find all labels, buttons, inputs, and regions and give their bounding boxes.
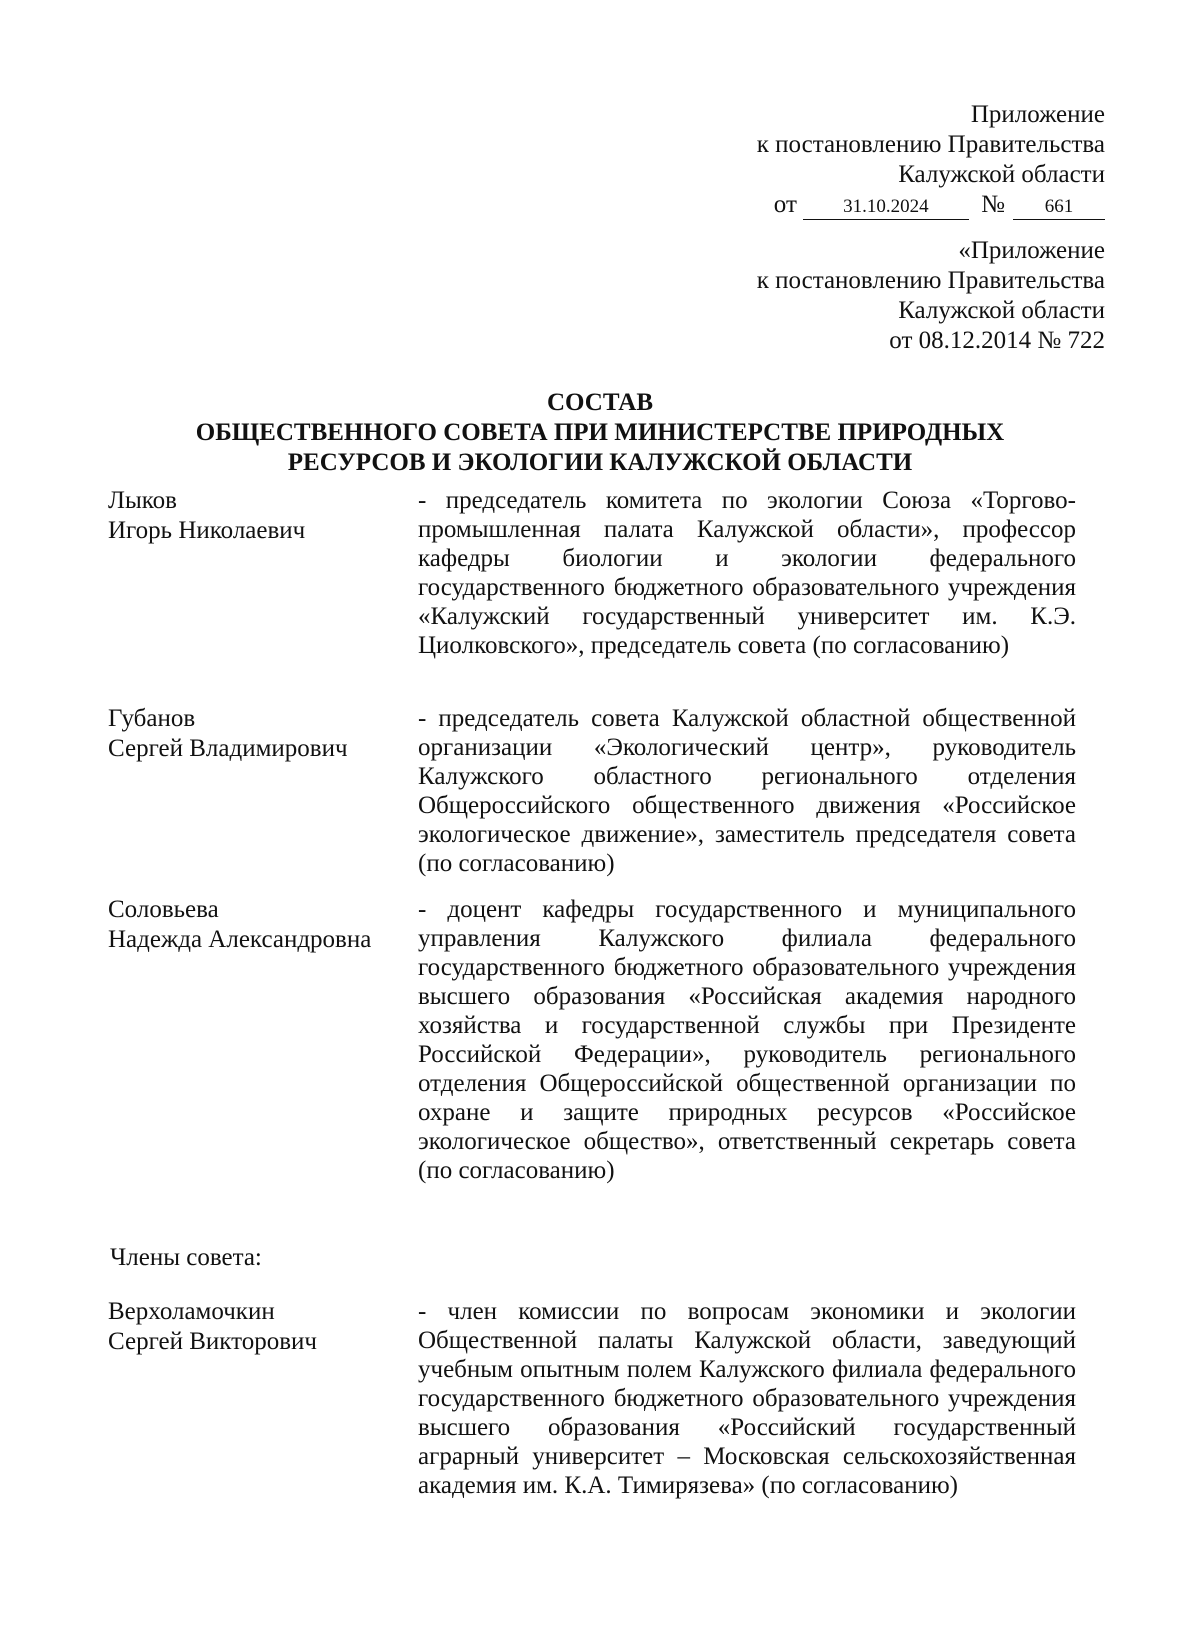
prior-appendix-label: «Приложение [958,237,1105,264]
member-surname: Соловьева [108,896,219,923]
member-surname: Губанов [108,705,196,732]
region-name: Калужской области [898,161,1105,188]
title-line-1: СОСТАВ [546,389,654,416]
prior-resolution-ref: к постановлению Правительства [756,267,1105,294]
prior-region-name: Калужской области [898,297,1105,324]
date-field: 31.10.2024 [803,195,969,220]
member-name [108,704,418,878]
member-entry [108,486,1088,660]
member-name [108,486,418,660]
resolution-ref: к постановлению Правительства [756,131,1105,158]
council-members-heading: Члены совета: [110,1244,262,1271]
member-name [108,895,418,1185]
member-entry [108,704,1088,878]
prior-appendix-header [757,236,1105,356]
member-description: - председатель совета Калужской областной общественной организации «Экологический центр», руководитель Калужского областного регионального отделения Общероссийского общественного движения «Российское экологическое движение», заместитель председателя совета (по согласованию) [418,705,1076,877]
number-field: 661 [1013,195,1105,220]
member-surname: Лыков [108,487,177,514]
document-title [120,388,1080,478]
from-label: от [773,191,797,218]
member-description: - член комиссии по вопросам экономики и экологии Общественной палаты Калужской области, заведующий учебным опытным полем Калужского филиала федерального государственного бюджетного образовательного учреждения высшего образования «Российский государственный аграрный университет – Московская сельскохозяйственная академия им. К.А. Тимирязева» (по согласованию) [418,1298,1076,1499]
member-surname: Верхоламочкин [108,1298,275,1325]
member-given-name: Сергей Викторович [108,1328,317,1355]
member-given-name: Надежда Александровна [108,926,372,953]
member-description: - доцент кафедры государственного и муниципального управления Калужского филиала федерального государственного бюджетного образовательного учреждения высшего образования «Российская академия народного хозяйства и государственной службы при Президенте Российской Федерации», руководитель регионального отделения Общероссийской общественной организации по охране и защите природных ресурсов «Российское экологическое общество», ответственный секретарь совета (по согласованию) [418,896,1076,1184]
member-given-name: Сергей Владимирович [108,735,348,762]
title-line-2: ОБЩЕСТВЕННОГО СОВЕТА ПРИ МИНИСТЕРСТВЕ ПРИРОДНЫХ [195,419,1005,446]
number-sign: № [981,191,1005,218]
member-entry [108,895,1088,1185]
member-entry [108,1297,1088,1500]
member-given-name: Игорь Николаевич [108,517,306,544]
appendix-label: Приложение [970,101,1105,128]
member-description: - председатель комитета по экологии Союза «Торгово-промышленная палата Калужской области», профессор кафедры биологии и экологии федерального государственного бюджетного образовательного учреждения «Калужский государственный университет им. К.Э. Циолковского», председатель совета (по согласованию) [418,487,1076,659]
date-number-line [774,190,1105,220]
title-line-3: РЕСУРСОВ И ЭКОЛОГИИ КАЛУЖСКОЙ ОБЛАСТИ [287,449,913,476]
member-name [108,1297,418,1500]
appendix-header [757,100,1105,220]
prior-date-number: от 08.12.2014 № 722 [889,327,1105,354]
